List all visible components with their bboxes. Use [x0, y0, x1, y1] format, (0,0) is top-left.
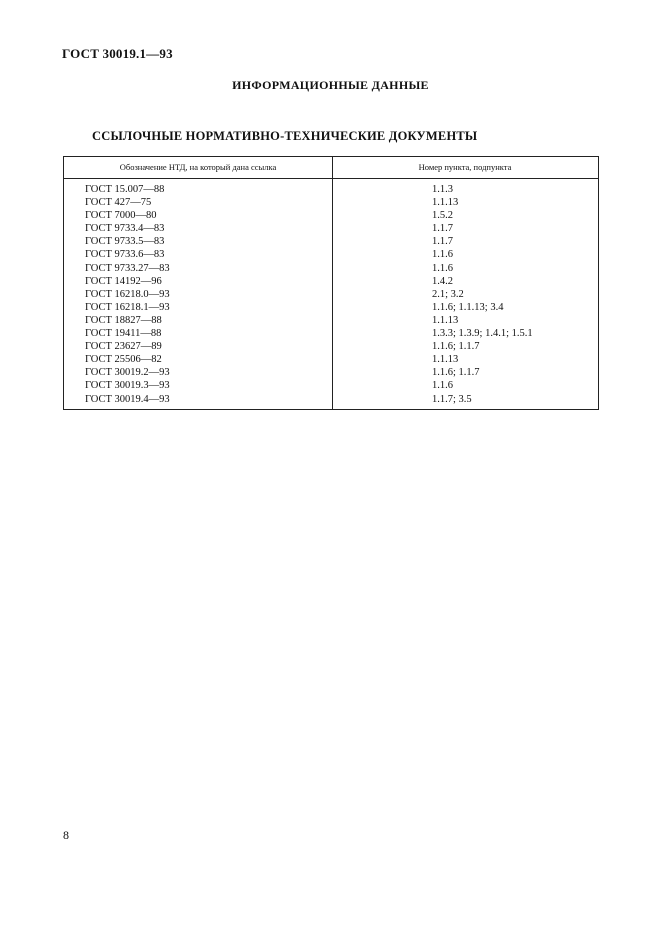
- table-row: [64, 235, 598, 248]
- clause-number: 1.1.6: [432, 249, 453, 261]
- clause-number: 1.4.2: [432, 275, 453, 287]
- document-designation: ГОСТ 16218.1—93: [85, 301, 170, 313]
- clause-number: 1.1.13: [432, 354, 459, 366]
- section-title: ИНФОРМАЦИОННЫЕ ДАННЫЕ: [232, 78, 429, 92]
- column-header-document: Обозначение НТД, на который дана ссылка: [119, 162, 277, 172]
- clause-number: 1.1.6: [432, 262, 453, 274]
- table-row: [64, 366, 598, 379]
- table-row: [64, 314, 598, 327]
- document-designation: ГОСТ 23627—89: [85, 341, 162, 353]
- document-designation: ГОСТ 9733.6—83: [85, 249, 165, 261]
- table-row: [64, 353, 598, 366]
- table-row: [64, 248, 598, 261]
- table-row: [64, 301, 598, 314]
- document-designation: ГОСТ 7000—80: [85, 210, 157, 222]
- document-designation: ГОСТ 9733.5—83: [85, 236, 165, 248]
- table-row: [64, 340, 598, 353]
- table-row: [64, 379, 598, 392]
- document-designation: ГОСТ 30019.3—93: [85, 380, 170, 392]
- table-row: [64, 183, 598, 196]
- clause-number: 1.1.13: [432, 197, 459, 209]
- table-row: [64, 327, 598, 340]
- document-designation: ГОСТ 30019.4—93: [85, 393, 170, 405]
- clause-number: 1.1.7: [432, 223, 453, 235]
- document-designation: ГОСТ 427—75: [85, 197, 152, 209]
- document-designation: ГОСТ 25506—82: [85, 354, 162, 366]
- table-header-row: [64, 157, 598, 179]
- document-designation: ГОСТ 15.007—88: [85, 184, 165, 195]
- table-row: [64, 288, 598, 301]
- table-body: [64, 183, 598, 406]
- subsection-title: ССЫЛОЧНЫЕ НОРМАТИВНО-ТЕХНИЧЕСКИЕ ДОКУМЕНТЫ: [92, 129, 478, 143]
- table-row: [64, 209, 598, 222]
- document-designation: ГОСТ 9733.27—83: [85, 262, 170, 274]
- document-designation: ГОСТ 30019.2—93: [85, 367, 170, 379]
- document-designation: ГОСТ 14192—96: [85, 275, 162, 287]
- clause-number: 1.5.2: [432, 210, 453, 222]
- document-code: ГОСТ 30019.1—93: [62, 46, 173, 61]
- column-header-clause: Номер пункта, подпункта: [418, 162, 512, 172]
- clause-number: 1.1.13: [432, 314, 459, 326]
- document-designation: ГОСТ 19411—88: [85, 328, 162, 340]
- table-row: [64, 222, 598, 235]
- table-row: [64, 196, 598, 209]
- table-row: [64, 262, 598, 275]
- clause-number: 1.1.6; 1.1.7: [432, 367, 480, 379]
- clause-number: 1.1.7; 3.5: [432, 393, 472, 405]
- clause-number: 2.1; 3.2: [432, 288, 464, 300]
- clause-number: 1.1.6; 1.1.7: [432, 341, 480, 353]
- document-designation: ГОСТ 9733.4—83: [85, 223, 165, 235]
- document-designation: ГОСТ 18827—88: [85, 314, 162, 326]
- clause-number: 1.3.3; 1.3.9; 1.4.1; 1.5.1: [432, 328, 533, 340]
- clause-number: 1.1.3: [432, 184, 453, 195]
- reference-table: [63, 156, 599, 410]
- table-row: [64, 393, 598, 406]
- clause-number: 1.1.6: [432, 380, 453, 392]
- document-designation: ГОСТ 16218.0—93: [85, 288, 170, 300]
- clause-number: 1.1.7: [432, 236, 453, 248]
- table-row: [64, 275, 598, 288]
- clause-number: 1.1.6; 1.1.13; 3.4: [432, 301, 504, 313]
- page-number: 8: [63, 828, 69, 842]
